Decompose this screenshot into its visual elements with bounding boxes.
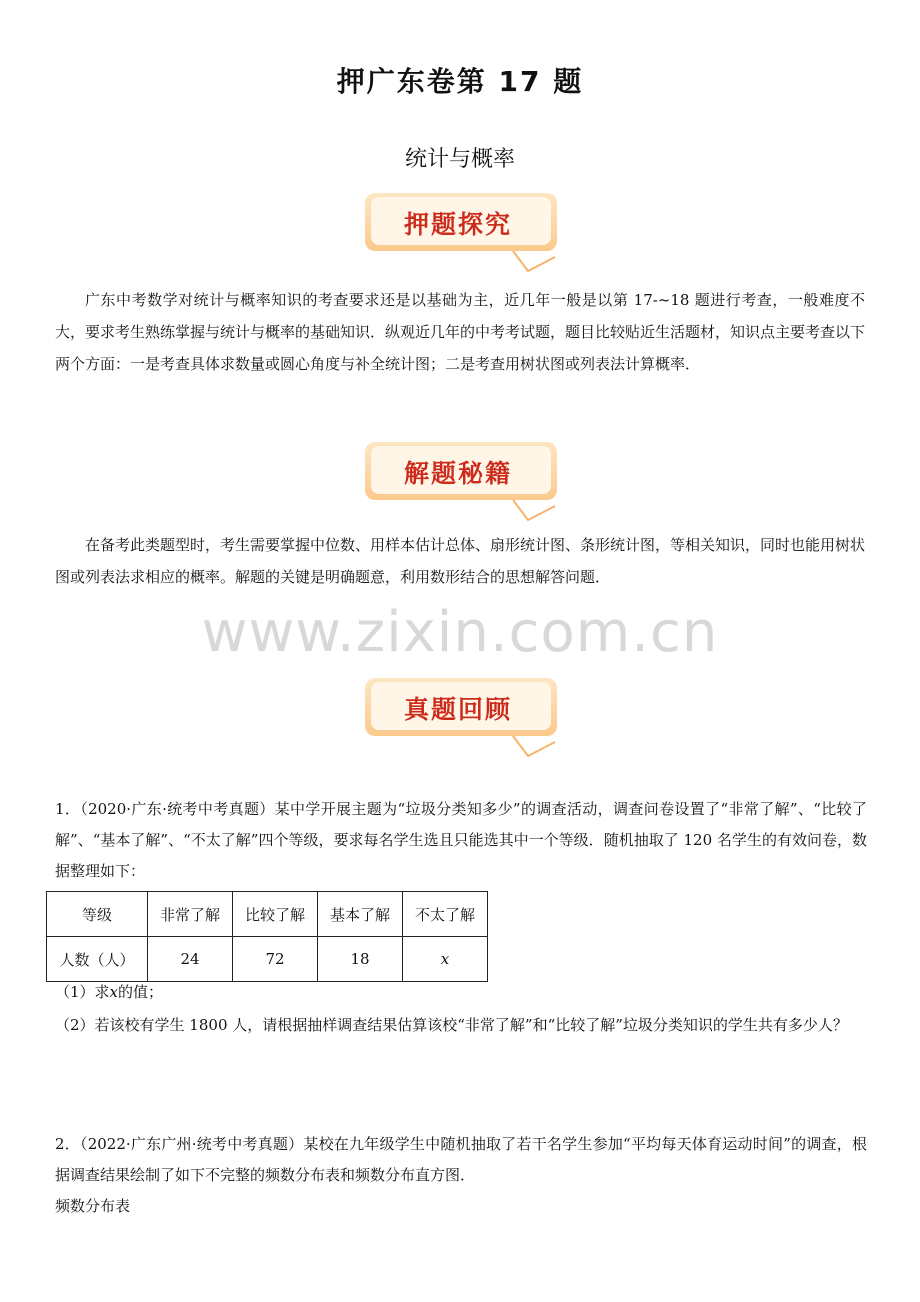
section-label-secrets: 解题秘籍 bbox=[403, 459, 512, 488]
page-title: 押广东卷第 17 题 bbox=[336, 65, 584, 98]
table-row bbox=[47, 892, 488, 937]
section-label-review: 真题回顾 bbox=[403, 695, 512, 724]
table-cell: 人数（人） bbox=[47, 937, 148, 982]
section-badge-explore bbox=[363, 191, 563, 273]
part-1-prefix: （1）求 bbox=[55, 983, 110, 1001]
table-row bbox=[47, 937, 488, 982]
part-1-suffix: 的值； bbox=[118, 983, 164, 1001]
table-cell: 24 bbox=[148, 937, 233, 982]
question-2-stem: 2．（2022·广东广州·统考中考真题）某校在九年级学生中随机抽取了若干名学生参加“平均每天体育运动时间”的调查，根据调查结果绘制了如下不完整的频数分布表和频数分布直方图． bbox=[55, 1135, 867, 1184]
question-2-caption: 频数分布表 bbox=[55, 1197, 131, 1215]
page-subtitle: 统计与概率 bbox=[404, 147, 515, 172]
secrets-paragraph: 在备考此类题型时，考生需要掌握中位数、用样本估计总体、扇形统计图、条形统计图，等相关知识，同时也能用树状图或列表法求相应的概率。解题的关键是明确题意，利用数形结合的思想解答问题． bbox=[55, 536, 866, 586]
section-badge-secrets bbox=[363, 440, 563, 522]
survey-table bbox=[46, 891, 488, 982]
question-1-stem: 1．（2020·广东·统考中考真题）某中学开展主题为“垃圾分类知多少”的调查活动，调查问卷设置了“非常了解”、“比较了解”、“基本了解”、“不太了解”四个等级，要求每名学生选且只能选其中一个等级．随机抽取了 120 名学生的有效问卷，数据整理如下： bbox=[55, 800, 867, 880]
question-1-part-2: （2）若该校有学生 1800 人，请根据抽样调查结果估算该校“非常了解”和“比较了解”垃圾分类知识的学生共有多少人？ bbox=[55, 1016, 848, 1034]
table-cell: 基本了解 bbox=[318, 892, 403, 937]
section-label-explore: 押题探究 bbox=[403, 210, 512, 239]
section-badge-review bbox=[363, 676, 563, 758]
explore-paragraph: 广东中考数学对统计与概率知识的考查要求还是以基础为主，近几年一般是以第 17-~18 题进行考查，一般难度不大，要求考生熟练掌握与统计与概率的基础知识．纵观近几年的中考考试题，题目比较贴近生活题材，知识点主要考查以下两个方面：一是考查具体求数量或圆心角度与补全统计图；二是考查用树状图或列表法计算概率． bbox=[55, 291, 866, 373]
table-cell: 比较了解 bbox=[233, 892, 318, 937]
watermark: www.zixin.com.cn bbox=[201, 600, 719, 665]
question-1-part-1 bbox=[55, 977, 163, 1007]
variable-x: x bbox=[109, 983, 119, 1001]
table-cell: 不太了解 bbox=[403, 892, 488, 937]
table-cell: 18 bbox=[318, 937, 403, 982]
table-cell: x bbox=[403, 937, 488, 982]
table-cell: 非常了解 bbox=[148, 892, 233, 937]
table-cell: 等级 bbox=[47, 892, 148, 937]
table-cell: 72 bbox=[233, 937, 318, 982]
